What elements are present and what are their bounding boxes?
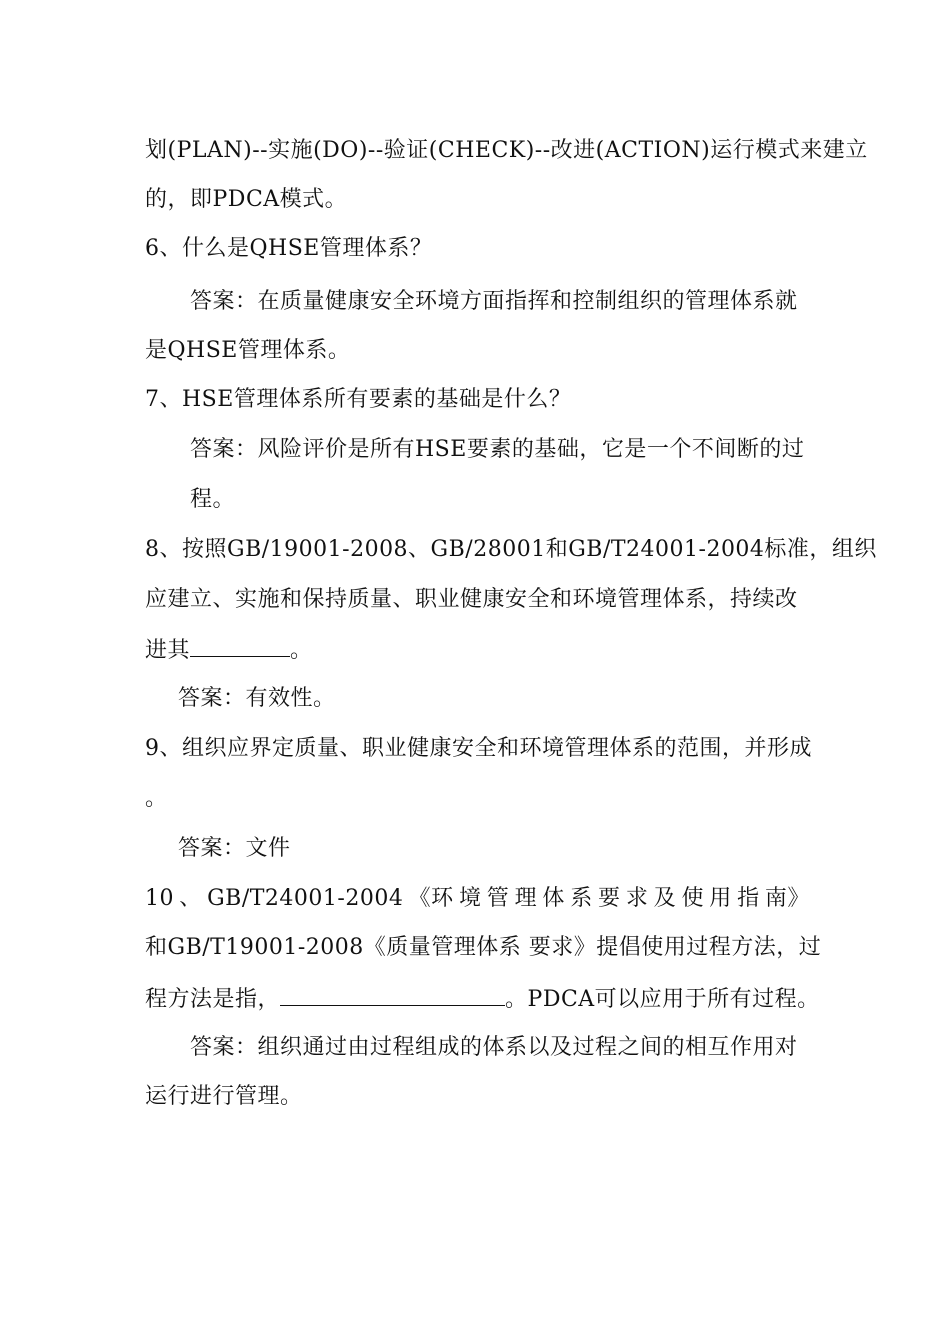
q10-token: 求 (625, 886, 649, 911)
question-9-line-1: 9、组织应界定质量、职业健康安全和环境管理体系的范围，并形成 (145, 736, 812, 761)
text-line: 的，即PDCA模式。 (145, 187, 348, 212)
question-8-line-1: 8、按照GB/19001-2008、GB/28001和GB/T24001-2004标准，组织 (145, 537, 877, 562)
question-7: 7、HSE管理体系所有要素的基础是什么？ (145, 387, 572, 412)
question-10-line-1 (145, 884, 810, 914)
q10-token: 南》 (764, 886, 810, 911)
q10-token: 境 (458, 886, 482, 911)
question-6: 6、什么是QHSE管理体系？ (145, 236, 433, 261)
text-line: 划(PLAN)--实施(DO)--验证(CHECK)--改进(ACTION)运行模式来建立 (145, 138, 868, 163)
question-8-line-2: 应建立、实施和保持质量、职业健康安全和环境管理体系，持续改 (145, 587, 798, 612)
question-10-line-2: 和GB/T19001-2008《质量管理体系 要求》提倡使用过程方法，过 (145, 935, 822, 960)
answer-6-line-1: 答案：在质量健康安全环境方面指挥和控制组织的管理体系就 (190, 289, 798, 314)
question-9-line-2: 。 (145, 786, 168, 811)
q10-token: 管 (486, 886, 510, 911)
fill-in-blank (190, 634, 290, 657)
question-10-text-before-blank: 程方法是指， (145, 987, 281, 1012)
answer-7-line-2: 程。 (190, 487, 236, 512)
q10-token: 指 (737, 886, 760, 911)
q10-token: 要 (598, 886, 621, 911)
question-8-text-after-blank: 。 (290, 638, 313, 663)
question-8-text-before-blank: 进其 (145, 638, 191, 663)
q10-token: GB/T24001-2004 (207, 886, 404, 911)
q10-token: 理 (514, 886, 538, 911)
q10-token: 使 (681, 886, 704, 911)
q10-token: 《环 (408, 886, 454, 911)
answer-10-line-1: 答案：组织通过由过程组成的体系以及过程之间的相互作用对 (190, 1035, 798, 1060)
answer-9: 答案：文件 (178, 836, 291, 861)
q10-token: 系 (570, 886, 593, 911)
q10-token: 用 (709, 886, 732, 911)
question-10-line-3 (145, 983, 820, 1015)
answer-7-line-1: 答案：风险评价是所有HSE要素的基础，它是一个不间断的过 (190, 437, 805, 462)
question-10-text-after-blank: 。PDCA可以应用于所有过程。 (505, 987, 820, 1012)
q10-token: 及 (653, 886, 677, 911)
answer-10-line-2: 运行进行管理。 (145, 1084, 303, 1109)
question-8-line-3 (145, 634, 810, 666)
q10-token: 体 (542, 886, 565, 911)
q10-token: 、 (179, 886, 202, 911)
answer-6-line-2: 是QHSE管理体系。 (145, 338, 351, 363)
fill-in-blank (280, 983, 505, 1006)
q10-token: 10 (145, 886, 174, 911)
answer-8: 答案：有效性。 (178, 686, 336, 711)
